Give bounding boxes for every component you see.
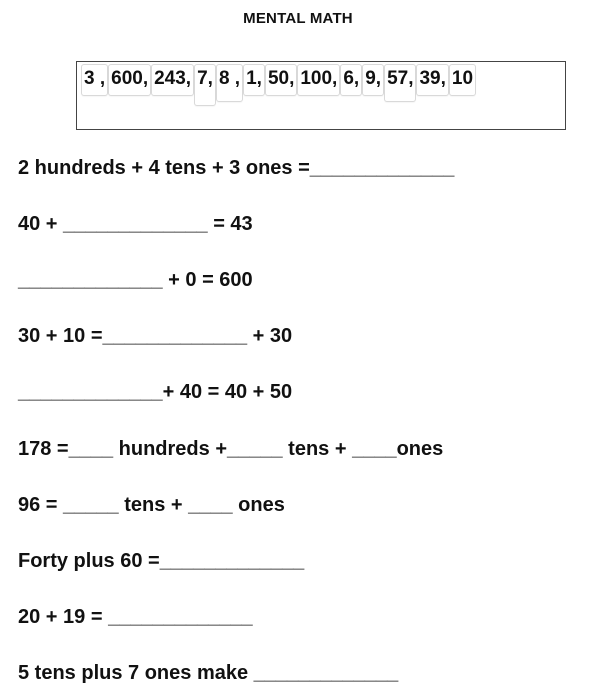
number-chip: 9, xyxy=(362,64,384,96)
question-6: 178 =____ hundreds +_____ tens + ____ones xyxy=(18,438,444,460)
question-3: _____________ + 0 = 600 xyxy=(18,269,253,291)
number-chip: 8 , xyxy=(216,64,243,102)
question-9: 20 + 19 = _____________ xyxy=(18,606,253,628)
question-10: 5 tens plus 7 ones make _____________ xyxy=(18,662,399,684)
question-1: 2 hundreds + 4 tens + 3 ones =_____________ xyxy=(18,157,455,179)
number-chip: 6, xyxy=(340,64,362,96)
question-2: 40 + _____________ = 43 xyxy=(18,213,253,235)
question-5: _____________+ 40 = 40 + 50 xyxy=(18,381,293,403)
page-title: MENTAL MATH xyxy=(243,10,353,27)
question-8: Forty plus 60 =_____________ xyxy=(18,550,305,572)
number-chip: 600, xyxy=(108,64,151,96)
number-bank-box xyxy=(76,61,566,130)
number-chip: 243, xyxy=(151,64,194,96)
number-bank-row xyxy=(81,64,476,106)
number-chip: 100, xyxy=(297,64,340,96)
question-7: 96 = _____ tens + ____ ones xyxy=(18,494,285,516)
number-chip: 50, xyxy=(265,64,297,96)
number-chip: 57, xyxy=(384,64,416,102)
question-4: 30 + 10 =_____________ + 30 xyxy=(18,325,293,347)
number-chip: 1, xyxy=(243,64,265,96)
number-chip: 7, xyxy=(194,64,216,106)
number-chip: 39, xyxy=(416,64,448,96)
number-chip: 10 xyxy=(449,64,476,96)
number-chip: 3 , xyxy=(81,64,108,96)
